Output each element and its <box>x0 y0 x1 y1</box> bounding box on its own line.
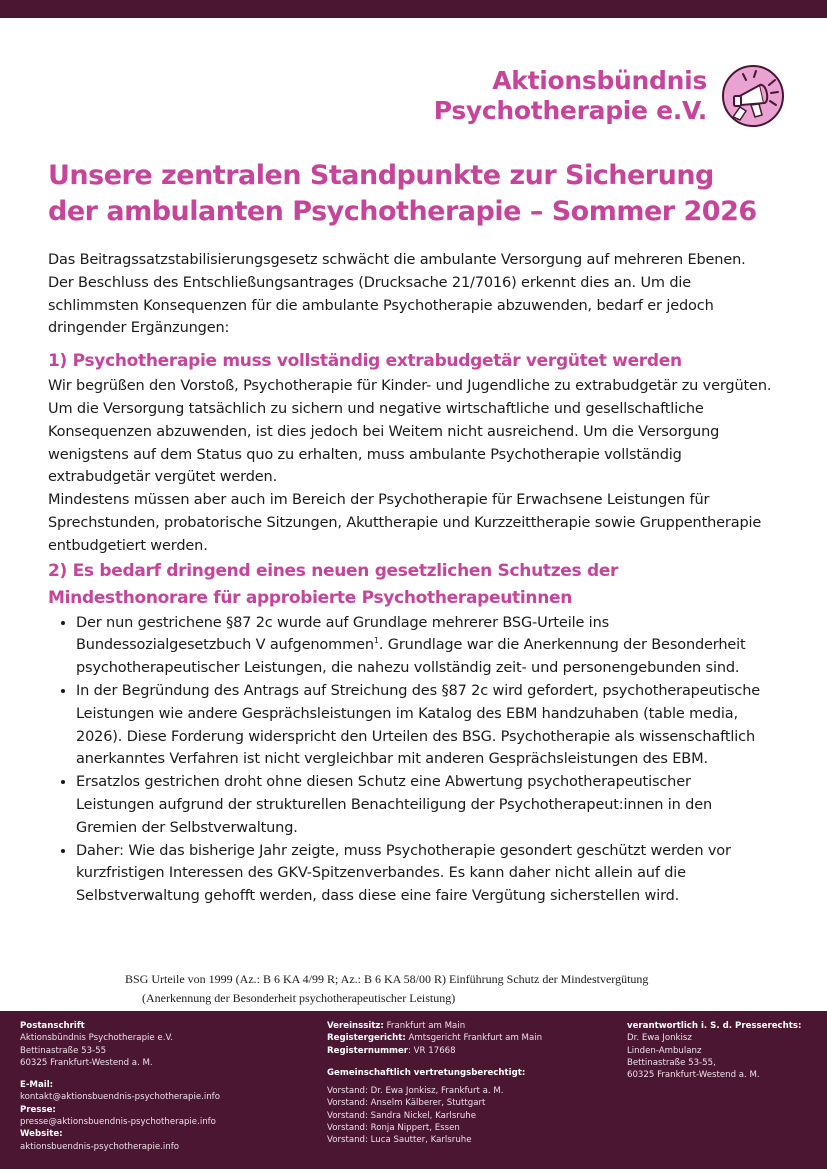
footer-presserecht-line: Dr. Ewa Jonkisz <box>627 1033 692 1044</box>
footer-presserecht-column <box>627 1020 822 1081</box>
top-bar <box>0 0 827 18</box>
brand-name-line1: Aktionsbündnis <box>492 66 707 95</box>
footer-gericht-label: Registergericht: <box>327 1033 406 1044</box>
section2-heading: 2) Es bedarf dringend eines neuen gesetzlichen Schutzes der Mindesthonorare für approbierte Psychotherapeutinnen <box>48 560 619 608</box>
footer <box>0 1011 827 1169</box>
footnote-line1: BSG Urteile von 1999 (Az.: B 6 KA 4/99 R; Az.: B 6 KA 58/00 R) Einführung Schutz der Mindestvergütung <box>125 972 649 986</box>
title-line2: der ambulanten Psychotherapie – Sommer 2026 <box>48 196 757 227</box>
footer-postanschrift-city: 60325 Frankfurt-Westend a. M. <box>20 1057 153 1068</box>
page-title <box>48 158 788 230</box>
footer-postanschrift-street: Bettinastraße 53-55 <box>20 1045 107 1056</box>
footnote <box>125 970 765 1008</box>
brand-wordmark <box>434 66 707 126</box>
footer-vorstand-item: Vorstand: Sandra Nickel, Karlsruhe <box>327 1110 477 1121</box>
footer-vorstand-item: Vorstand: Dr. Ewa Jonkisz, Frankfurt a. M. <box>327 1086 504 1097</box>
brand-name-line2: Psychotherapie e.V. <box>433 96 707 125</box>
footnote-line2: (Anerkennung der Besonderheit psychotherapeutischer Leistung) <box>142 991 456 1005</box>
footer-presserecht-line: Linden-Ambulanz <box>627 1045 702 1056</box>
bullet1-text: Der nun gestrichene §87 2c wurde auf Grundlage mehrerer BSG-Urteile ins Bundessozialgesetzbuch V aufgenommen <box>76 614 610 654</box>
list-item: • Daher: Wie das bisherige Jahr zeigte, muss Psychotherapie gesondert geschützt werden vor kurzfristigen Interessen des GKV-Spitzenverbandes. Es kann daher nicht allein auf die Selbstverwaltung gehofft werden, dass diese eine faire Vergütung sicherstellen wird. <box>76 840 773 908</box>
footer-website-link[interactable]: aktionsbuendnis-psychotherapie.info <box>20 1141 180 1152</box>
footer-vorstand-item: Vorstand: Luca Sautter, Karlsruhe <box>327 1135 472 1146</box>
footer-vertretung-label: Gemeinschaftlich vertretungsberechtigt: <box>327 1067 526 1078</box>
section2-bullet-list <box>48 612 773 908</box>
footer-presserecht-line: Bettinastraße 53-55, <box>627 1057 716 1068</box>
footer-gericht-value: Amtsgericht Frankfurt am Main <box>405 1033 543 1044</box>
footer-vorstand-item: Vorstand: Anselm Kälberer, Stuttgart <box>327 1098 486 1109</box>
main-content <box>48 249 773 908</box>
footer-sitz-value: Frankfurt am Main <box>383 1021 466 1031</box>
footer-presse-email-link[interactable]: presse@aktionsbuendnis-psychotherapie.info <box>20 1117 216 1128</box>
section1-heading: 1) Psychotherapie muss vollständig extrabudgetär vergütet werden <box>48 351 682 372</box>
footer-postanschrift-name: Aktionsbündnis Psychotherapie e.V. <box>20 1033 173 1044</box>
footer-sitz-label: Vereinssitz: <box>327 1021 384 1031</box>
bullet1-text-cont: . Grundlage war die Anerkennung der Besonderheit psychotherapeutischer Leistungen, die nahezu vollständig zeit- und personengebunden sind. <box>76 637 746 677</box>
footer-email-label: E-Mail: <box>20 1080 54 1091</box>
megaphone-icon <box>722 65 784 127</box>
footer-register-column <box>327 1020 612 1147</box>
footer-presse-label: Presse: <box>20 1104 56 1115</box>
list-item <box>76 612 773 680</box>
footer-email-link[interactable]: kontakt@aktionsbuendnis-psychotherapie.info <box>20 1092 220 1103</box>
list-item: • Ersatzlos gestrichen droht ohne diesen Schutz eine Abwertung psychotherapeutischer Leistungen aufgrund der strukturellen Benachteiligung der Psychotherapeut:innen in den Gremien der Selbstverwaltung. <box>76 771 773 839</box>
list-item: • In der Begründung des Antrags auf Streichung des §87 2c wird gefordert, psychotherapeutische Leistungen wie andere Gesprächsleistungen im Katalog des EBM handzuhaben (table media, 2026). Diese Forderung widerspricht den Urteilen des BSG. Psychotherapie als wissenschaftlich anerkanntes Verfahren ist nicht vergleichbar mit anderen Gesprächsleistungen des EBM. <box>76 680 773 771</box>
footer-presserecht-line: 60325 Frankfurt-Westend a. M. <box>627 1070 760 1081</box>
footer-nummer-value: : VR 17668 <box>408 1045 456 1056</box>
footer-presserecht-label: verantwortlich i. S. d. Presserechts: <box>627 1021 802 1031</box>
section1-paragraph: Wir begrüßen den Vorstoß, Psychotherapie für Kinder- und Jugendliche zu extrabudgetär zu vergüten. Um die Versorgung tatsächlich zu sichern und negative wirtschaftliche und gesellschaftliche Konsequenzen abzuwenden, ist dies jedoch bei Weitem nicht ausreichend. Um die Versorgung wenigstens auf dem Status quo zu erhalten, muss ambulante Psychotherapie vollständig extrabudgetär vergütet werden. <box>48 378 772 486</box>
footer-nummer-label: Registernummer <box>327 1045 409 1056</box>
intro-paragraph: Das Beitragssatzstabilisierungsgesetz schwächt die ambulante Versorgung auf mehreren Ebenen. Der Beschluss des Entschließungsantrages (Drucksache 21/7016) erkennt dies an. Um die schlimmsten Konsequenzen für die ambulante Psychotherapie abzuwenden, bedarf er jedoch dringender Ergänzungen: <box>48 252 746 337</box>
footer-postanschrift-label: Postanschrift <box>20 1021 85 1031</box>
footer-vorstand-item: Vorstand: Ronja Nippert, Essen <box>327 1123 460 1134</box>
footer-website-label: Website: <box>20 1129 63 1140</box>
section1-paragraph-2: Mindestens müssen aber auch im Bereich der Psychotherapie für Erwachsene Leistungen für Sprechstunden, probatorische Sitzungen, Akuttherapie und Kurzzeittherapie sowie Gruppentherapie entbudgetiert werden. <box>48 492 762 554</box>
footer-contact-column <box>20 1020 310 1153</box>
footnote-marker: 1 <box>373 636 379 646</box>
title-line1: Unsere zentralen Standpunkte zur Sicherung <box>48 160 714 191</box>
